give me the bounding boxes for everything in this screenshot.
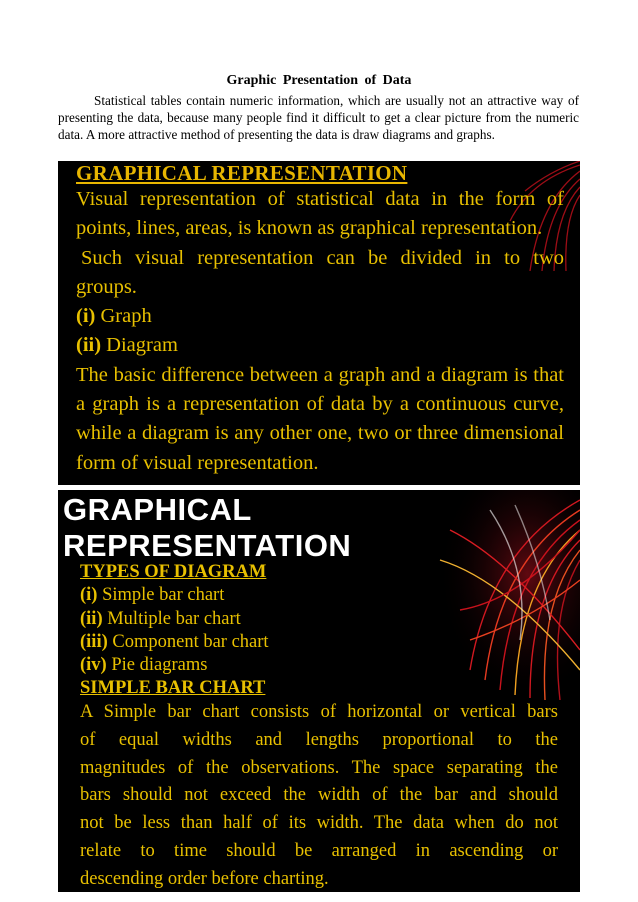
page-title: Graphic Presentation of Data xyxy=(226,73,412,88)
slide2-heading-line: REPRESENTATION xyxy=(63,528,352,563)
type-item: (iv) Pie diagrams xyxy=(80,655,208,676)
para-line: A Simple bar chart consists of horizontal or vertical bars xyxy=(80,702,558,722)
types-of-diagram-list xyxy=(80,561,558,701)
slide1-body xyxy=(76,185,564,478)
slide1-list-item: (i) Graph xyxy=(76,305,152,328)
slide2-heading xyxy=(63,492,351,564)
para-line: descending order before charting. xyxy=(80,868,329,889)
slide1-para-line: while a diagram is any other one, two or three dimensional xyxy=(76,422,564,445)
slide1-para-line: form of visual representation. xyxy=(76,451,319,474)
intro-paragraph: Statistical tables contain numeric information, which are usually not an attractive way of presenting the data, because many people find it difficult to get a clear picture from the numeric data. A more attractive method of presenting the data is draw diagrams and graphs. xyxy=(58,93,579,142)
simple-bar-chart-heading: SIMPLE BAR CHART xyxy=(80,678,266,699)
para-line: of equal widths and lengths proportional to the xyxy=(80,729,558,750)
types-heading: TYPES OF DIAGRAM xyxy=(80,562,267,582)
slide-graphical-representation-1 xyxy=(58,161,580,485)
para-line: magnitudes of the observations. The space separating the xyxy=(80,757,558,778)
slide1-line: points, lines, areas, is known as graphical representation. xyxy=(76,217,543,240)
slide2-heading-line: GRAPHICAL xyxy=(63,492,252,527)
type-item: (i) Simple bar chart xyxy=(80,585,225,606)
simple-bar-chart-paragraph xyxy=(80,699,558,892)
slide1-list-item: (ii) Diagram xyxy=(76,334,178,357)
slide1-line: Such visual representation can be divided in to two xyxy=(81,246,564,269)
slide-graphical-representation-2 xyxy=(58,490,580,892)
para-line: not be less than half of its width. The data when do not xyxy=(80,813,558,834)
slide1-line: groups. xyxy=(76,275,137,298)
type-item: (iii) Component bar chart xyxy=(80,631,269,652)
slide1-line: Visual representation of statistical data in the form of xyxy=(76,188,564,210)
slide1-para-line: a graph is a representation of data by a continuous curve, xyxy=(76,393,564,416)
slide1-para-line: The basic difference between a graph and a diagram is that xyxy=(76,363,564,386)
type-item: (ii) Multiple bar chart xyxy=(80,608,241,629)
para-line: bars should not exceed the width of the bar and should xyxy=(80,785,558,806)
slide1-heading: GRAPHICAL REPRESENTATION xyxy=(76,161,408,185)
para-line: relate to time should be arranged in ascending or xyxy=(80,840,558,861)
